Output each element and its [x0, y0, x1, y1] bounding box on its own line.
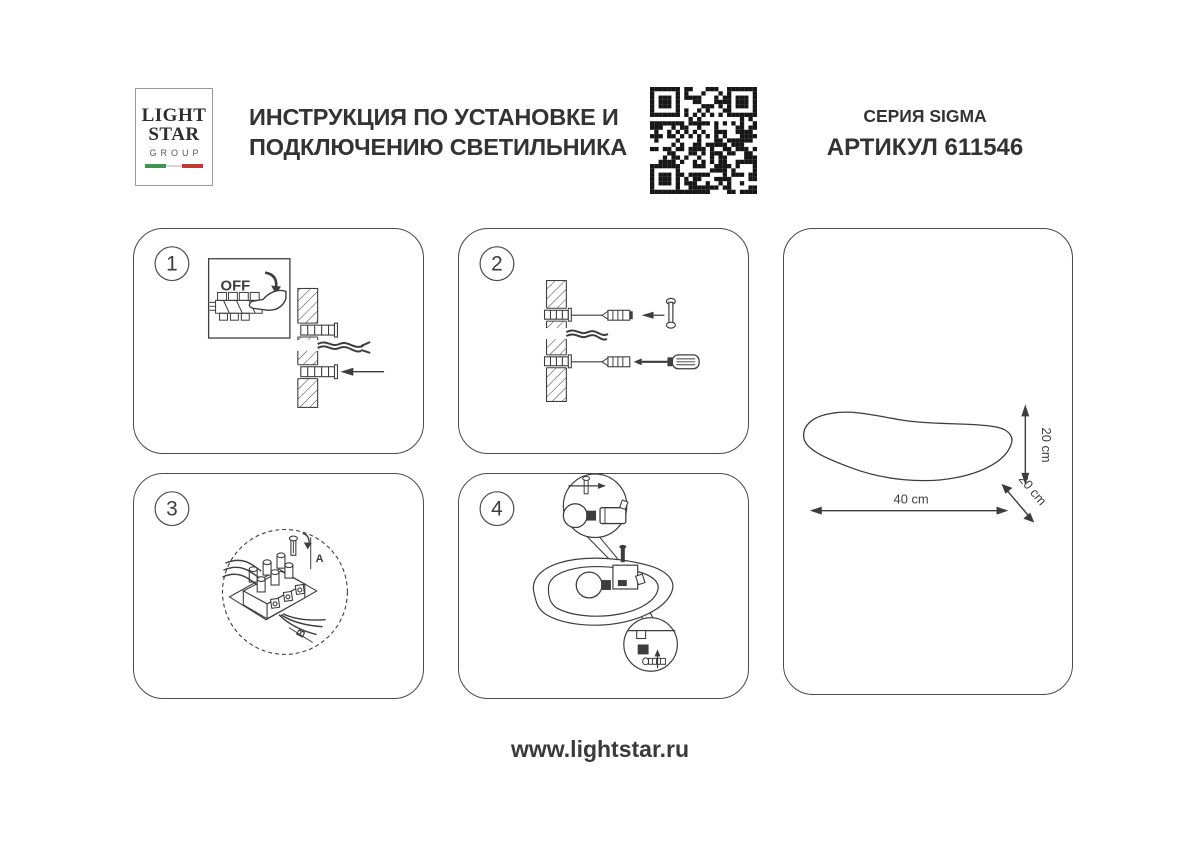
dowel-icon: [301, 323, 338, 337]
screw-icon: [571, 310, 632, 320]
power-off-inset: [209, 259, 290, 338]
step-1-panel: [133, 228, 424, 454]
screw-icon: [571, 357, 629, 367]
dimensions-panel: [783, 228, 1073, 695]
page-title: [249, 102, 649, 162]
step-3-panel: [133, 473, 424, 699]
off-label: OFF: [220, 278, 251, 295]
step-3-drawing: [134, 474, 423, 698]
product-header: [805, 106, 1045, 162]
height-label: 20 cm: [1039, 427, 1055, 463]
step-3-number: 3: [166, 497, 178, 521]
dowel-icon: [301, 365, 338, 379]
lamp-shape-outline: [804, 412, 1012, 480]
italian-flag-stripe: [145, 164, 203, 169]
logo-line-star: STAR: [148, 123, 200, 145]
wall-section: [545, 281, 569, 402]
logo-line-light: LIGHT: [141, 104, 207, 126]
step-4-drawing: [459, 474, 748, 698]
label-b: B: [294, 627, 309, 640]
step-4-number: 4: [491, 497, 503, 521]
width-dimension: [810, 492, 1009, 515]
step-1-number: 1: [166, 252, 178, 276]
step-1-drawing: [134, 229, 423, 453]
supply-wire-icon: [318, 342, 371, 353]
step-4-panel: [458, 473, 749, 699]
qr-code-pattern: [650, 87, 757, 194]
supply-wire-icon: [566, 331, 608, 340]
article-label: АРТИКУЛ 611546: [826, 134, 1024, 161]
series-label: СЕРИЯ SIGMA: [863, 106, 987, 126]
step-number-badge: [480, 492, 514, 526]
title-line-1: ИНСТРУКЦИЯ ПО УСТАНОВКЕ И: [249, 104, 619, 130]
bulb-detail-circle: [563, 474, 628, 537]
step-2-drawing: [459, 229, 748, 453]
depth-label: 20 cm: [1015, 471, 1050, 509]
dowel-icon: [545, 355, 572, 368]
dowel-icon: [545, 308, 572, 321]
step-number-badge: [155, 492, 189, 526]
screwdriver-icon: [634, 355, 699, 369]
wall-section: [296, 288, 320, 407]
depth-dimension: [1001, 472, 1049, 523]
website-url: www.lightstar.ru: [510, 736, 690, 762]
logo-line-group: GROUP: [149, 147, 203, 158]
lightstar-logo: [135, 88, 213, 186]
step-2-number: 2: [491, 252, 503, 276]
step-number-badge: [480, 247, 514, 281]
title-line-2: ПОДКЛЮЧЕНИЮ СВЕТИЛЬНИКА: [249, 134, 627, 160]
mount-detail-circle: [624, 618, 678, 672]
label-a: A: [315, 553, 324, 566]
qr-code: [650, 87, 757, 194]
insert-arrow-icon: [340, 368, 384, 376]
insert-arrow-icon: [642, 312, 665, 319]
step-2-panel: [458, 228, 749, 454]
mounting-strap-icon: [666, 298, 675, 328]
dimensions-drawing: [784, 229, 1072, 694]
terminal-block-icon: [229, 553, 316, 620]
step-number-badge: [155, 247, 189, 281]
width-label: 40 cm: [893, 491, 929, 507]
